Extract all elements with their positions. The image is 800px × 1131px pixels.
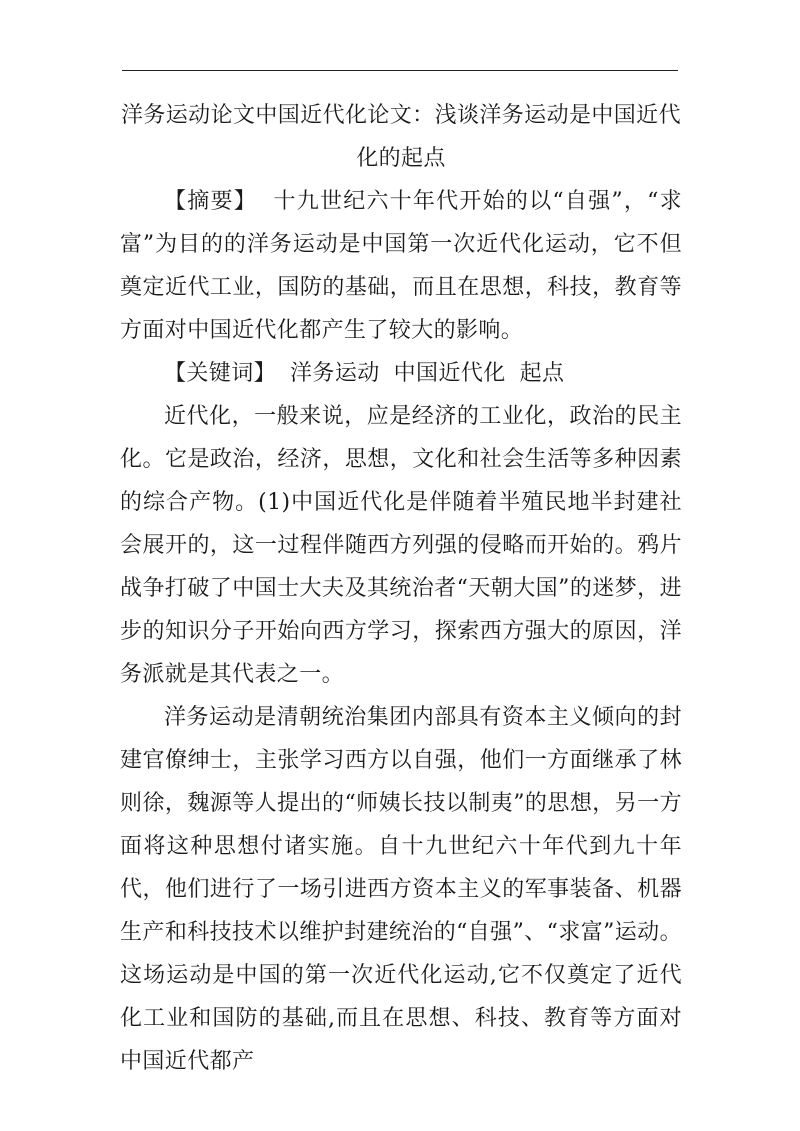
- abstract-text: 十九世纪六十年代开始的以“自强”，“求富”为目的的洋务运动是中国第一次近代化运动，它不但奠定近代工业，国防的基础，而且在思想，科技，教育等方面对中国近代化都产生了较大的影响。: [120, 189, 682, 343]
- document-title: 洋务运动论文中国近代化论文：浅谈洋务运动是中国近代化的起点: [120, 103, 681, 171]
- keyword-item: 洋务运动: [290, 361, 380, 386]
- keywords-label: 【关键词】: [164, 361, 277, 386]
- keyword-item: 起点: [519, 361, 565, 386]
- document-body: [120, 94, 682, 1083]
- keywords-paragraph: [120, 352, 682, 395]
- abstract-label: 【摘要】: [164, 189, 257, 214]
- keyword-item: 中国近代化: [393, 361, 506, 386]
- body-paragraph-2: 洋务运动是清朝统治集团内部具有资本主义倾向的封建官僚绅士，主张学习西方以自强，他们一方面继承了林则徐，魏源等人提出的“师姨长技以制夷”的思想，另一方面将这种思想付诸实施。自十九世纪六十年代到九十年代，他们进行了一场引进西方资本主义的军事装备、机器生产和科技技术以维护封建统治的“自强”、“求富”运动。这场运动是中国的第一次近代化运动,它不仅奠定了近代化工业和国防的基础,而且在思想、科技、教育等方面对中国近代都产: [120, 705, 682, 1074]
- body-paragraph-1: 近代化，一般来说，应是经济的工业化，政治的民主化。它是政治，经济，思想，文化和社会生活等多种因素的综合产物。(1)中国近代化是伴随着半殖民地半封建社会展开的，这一过程伴随西方列强的侵略而开始的。鸦片战争打破了中国士大夫及其统治者“天朝大国”的迷梦，进步的知识分子开始向西方学习，探索西方强大的原因，洋务派就是其代表之一。: [120, 404, 682, 687]
- abstract-paragraph: [120, 180, 682, 352]
- header-rule: [122, 70, 678, 71]
